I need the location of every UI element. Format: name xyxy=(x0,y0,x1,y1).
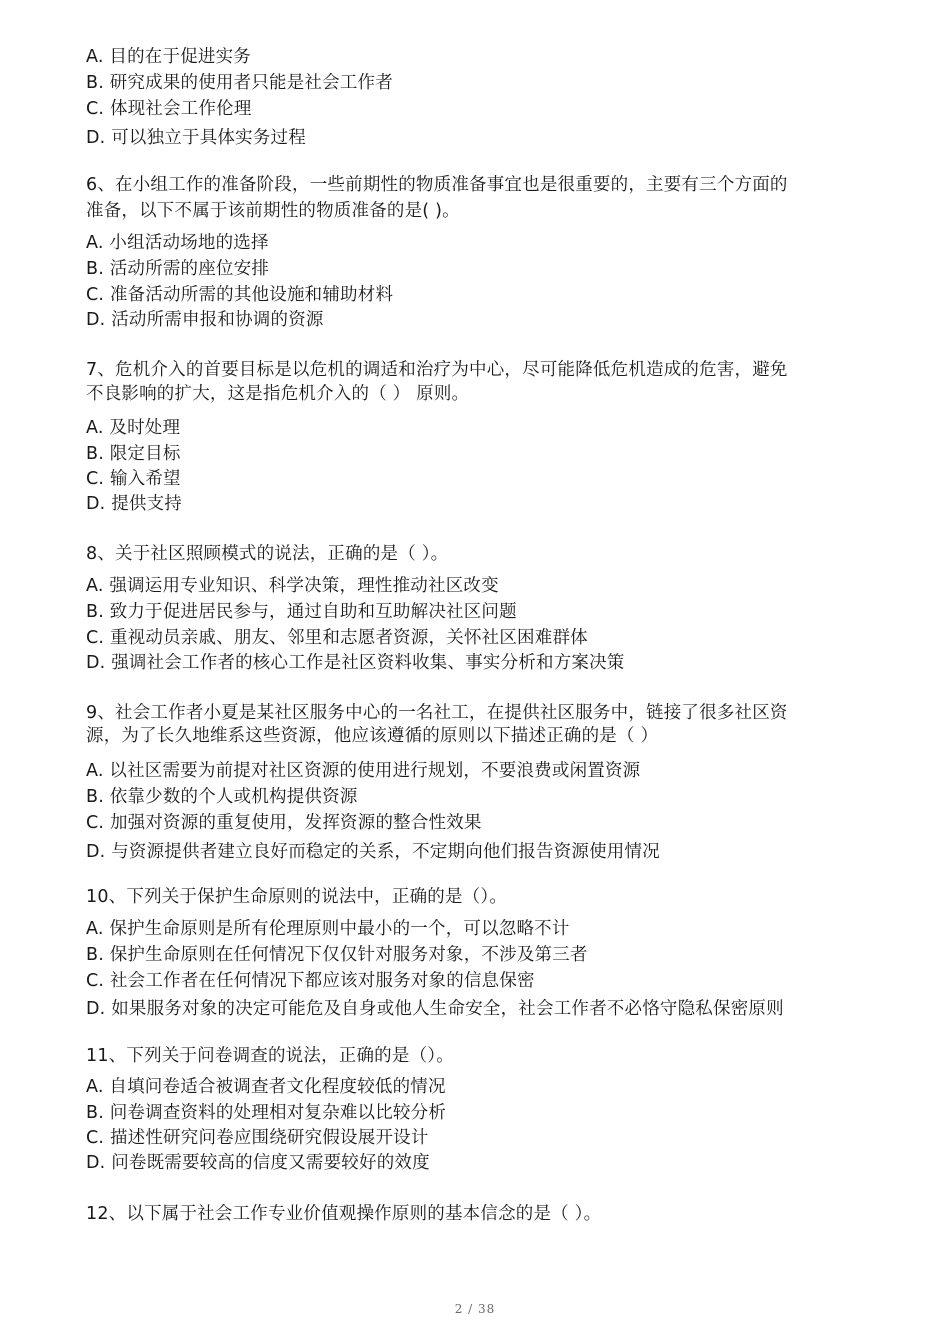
q7-stem-line-1: 7、危机介入的首要目标是以危机的调适和治疗为中心，尽可能降低危机造成的危害，避免 xyxy=(86,360,788,380)
q7-option-b: B. 限定目标 xyxy=(86,444,181,464)
q9-option-a: A. 以社区需要为前提对社区资源的使用进行规划，不要浪费或闲置资源 xyxy=(86,761,641,781)
q9-option-d: D. 与资源提供者建立良好而稳定的关系，不定期向他们报告资源使用情况 xyxy=(86,842,660,862)
q6-option-b: B. 活动所需的座位安排 xyxy=(86,259,270,279)
q8-stem: 8、关于社区照顾模式的说法，正确的是（ ）。 xyxy=(86,544,449,564)
q6-option-c: C. 准备活动所需的其他设施和辅助材料 xyxy=(86,285,394,305)
q8-option-a: A. 强调运用专业知识、科学决策，理性推动社区改变 xyxy=(86,576,499,596)
page-number: 2 / 38 xyxy=(454,1302,496,1316)
q6-stem-line-1: 6、在小组工作的准备阶段，一些前期性的物质准备事宜也是很重要的，主要有三个方面的 xyxy=(86,175,788,195)
q8-option-c: C. 重视动员亲戚、朋友、邻里和志愿者资源，关怀社区困难群体 xyxy=(86,628,588,648)
q8-option-b: B. 致力于促进居民参与，通过自助和互助解决社区问题 xyxy=(86,602,517,622)
q10-option-a: A. 保护生命原则是所有伦理原则中最小的一个，可以忽略不计 xyxy=(86,919,570,939)
q8-option-d: D. 强调社会工作者的核心工作是社区资料收集、事实分析和方案决策 xyxy=(86,653,625,673)
q10-stem: 10、下列关于保护生命原则的说法中，正确的是（）。 xyxy=(86,887,508,907)
q10-option-b: B. 保护生命原则在任何情况下仅仅针对服务对象，不涉及第三者 xyxy=(86,945,588,965)
q7-option-c: C. 输入希望 xyxy=(86,469,181,489)
q9-stem-line-2: 源，为了长久地维系这些资源，他应该遵循的原则以下描述正确的是（ ） xyxy=(86,726,659,746)
q10-option-d: D. 如果服务对象的决定可能危及自身或他人生命安全，社会工作者不必恪守隐私保密原则 xyxy=(86,999,784,1019)
q12-stem: 12、以下属于社会工作专业价值观操作原则的基本信念的是（ ）。 xyxy=(86,1204,602,1224)
q11-option-b: B. 问卷调查资料的处理相对复杂难以比较分析 xyxy=(86,1103,447,1123)
q6-stem-line-2: 准备，以下不属于该前期性的物质准备的是( )。 xyxy=(86,201,460,221)
q11-option-d: D. 问卷既需要较高的信度又需要较好的效度 xyxy=(86,1153,430,1173)
q11-option-c: C. 描述性研究问卷应围绕研究假设展开设计 xyxy=(86,1128,429,1148)
q11-option-a: A. 自填问卷适合被调查者文化程度较低的情况 xyxy=(86,1077,446,1097)
q7-option-d: D. 提供支持 xyxy=(86,494,183,514)
q9-stem-line-1: 9、社会工作者小夏是某社区服务中心的一名社工，在提供社区服务中，链接了很多社区资 xyxy=(86,703,788,723)
q5-option-b: B. 研究成果的使用者只能是社会工作者 xyxy=(86,73,393,93)
q9-option-c: C. 加强对资源的重复使用，发挥资源的整合性效果 xyxy=(86,813,482,833)
q5-option-d: D. 可以独立于具体实务过程 xyxy=(86,128,306,148)
q9-option-b: B. 依靠少数的个人或机构提供资源 xyxy=(86,787,358,807)
q10-option-c: C. 社会工作者在任何情况下都应该对服务对象的信息保密 xyxy=(86,971,535,991)
q5-option-a: A. 目的在于促进实务 xyxy=(86,47,251,67)
q5-option-c: C. 体现社会工作伦理 xyxy=(86,99,252,119)
q7-stem-line-2: 不良影响的扩大，这是指危机介入的（ ） 原则。 xyxy=(86,384,470,404)
q6-option-d: D. 活动所需申报和协调的资源 xyxy=(86,310,324,330)
q11-stem: 11、下列关于问卷调查的说法，正确的是（）。 xyxy=(86,1046,454,1066)
q6-option-a: A. 小组活动场地的选择 xyxy=(86,233,269,253)
q7-option-a: A. 及时处理 xyxy=(86,418,181,438)
